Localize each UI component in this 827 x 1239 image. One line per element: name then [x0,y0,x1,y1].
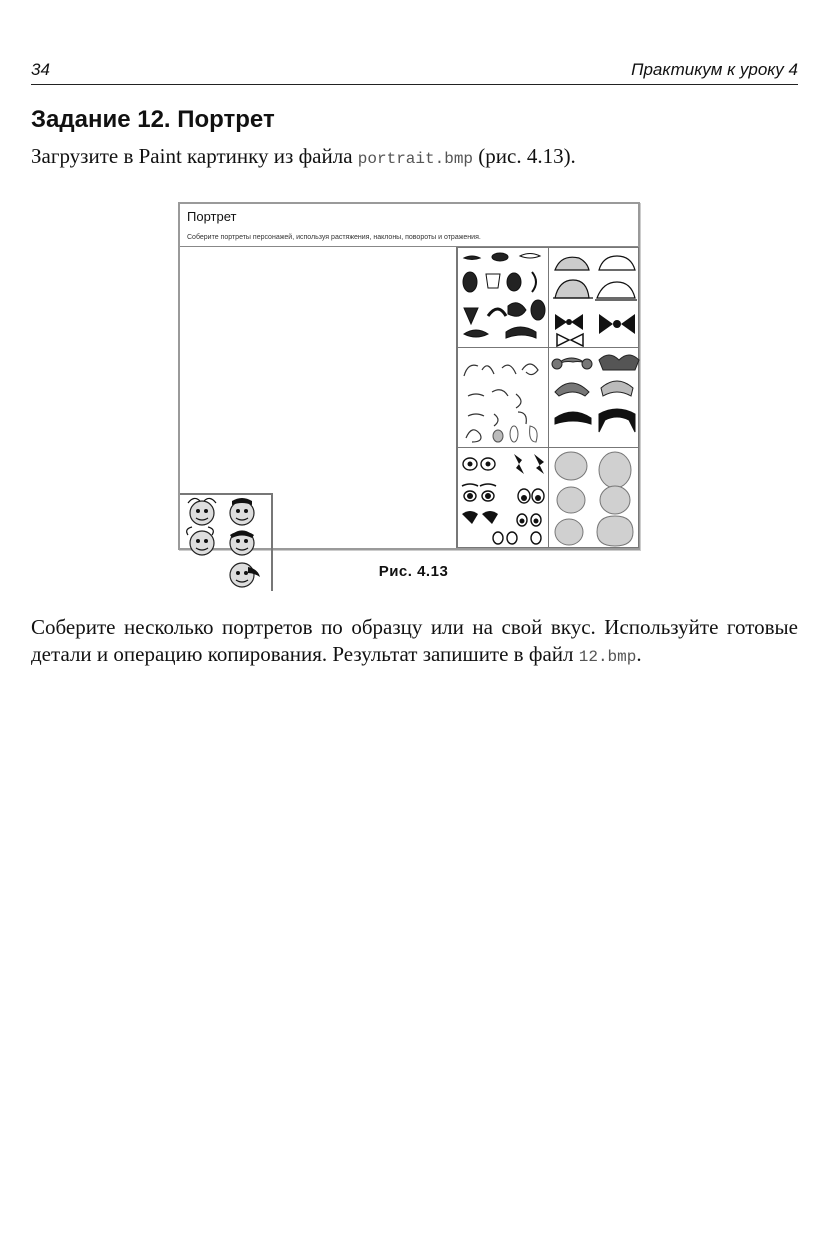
drawing-canvas [180,247,456,548]
closing-period: . [636,642,642,666]
intro-text: Загрузите в Paint картинку из файла [31,144,358,168]
intro-figure-ref: (рис. 4.13). [473,144,576,168]
file-name-result: 12.bmp [578,648,637,666]
parts-palette [456,247,639,548]
parts-mouths [457,247,549,348]
intro-paragraph [31,143,798,173]
parts-ears-noses [457,347,549,448]
parts-hair [548,347,639,448]
figure-instruction: Соберите портреты персонажей, используя растяжения, наклоны, повороты и отражения. [187,234,481,241]
running-title: Практикум к уроку 4 [631,60,798,79]
hats-bows-illustration [549,248,640,348]
mouths-noses-illustration [458,248,550,348]
hair-illustration [549,348,640,448]
figure-caption: Рис. 4.13 [378,563,449,580]
face-shapes-illustration [549,448,640,548]
parts-eyes [457,447,549,548]
page-number: 34 [31,60,50,79]
closing-paragraph [31,614,798,671]
ears-noses-illustration [458,348,550,448]
closing-text: Соберите несколько портретов по образцу или на свой вкус. Используйте готовые детали и операцию копирования. Результат запишите в файл [31,615,798,666]
running-head [31,60,798,85]
file-name-portrait: portrait.bmp [357,150,474,168]
parts-hats-bows [548,247,639,348]
eyes-illustration [458,448,550,548]
figure-window-title: Портрет [187,209,237,224]
task-title: Задание 12. Портрет [31,106,275,133]
portrait-figure [178,202,640,550]
parts-face-shapes [548,447,639,548]
figure-header [180,204,638,247]
